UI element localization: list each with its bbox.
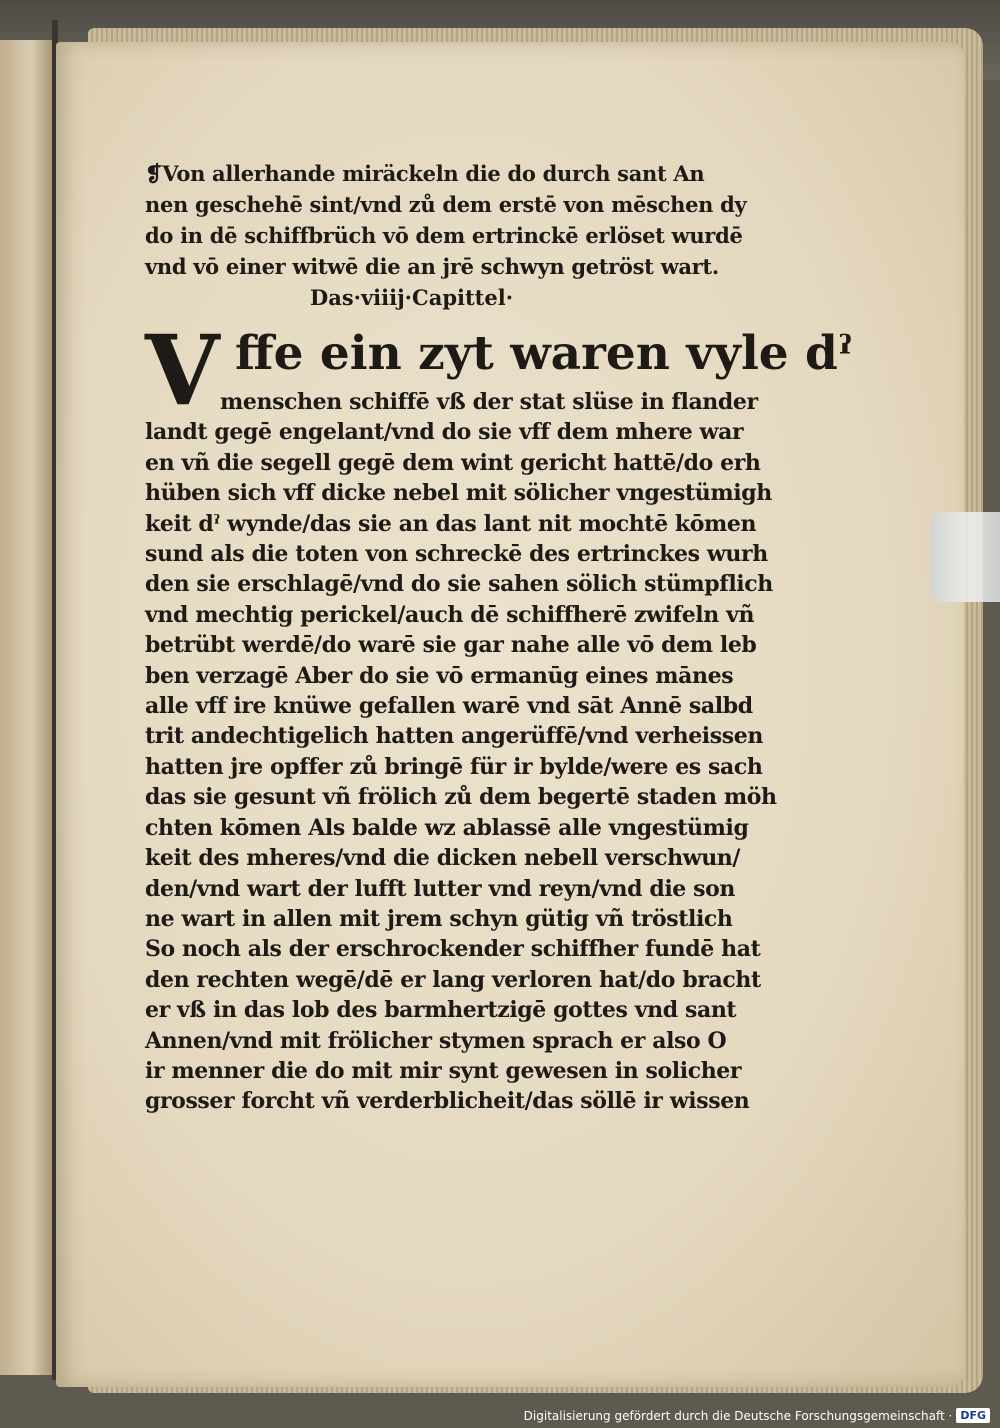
body-line: So noch als der erschrockender schiffher fundē hat — [145, 936, 761, 963]
body-line: ben verzagē Aber do sie vō ermanūg eines mānes — [145, 662, 734, 689]
chapter-heading — [145, 158, 775, 282]
body-line: vnd mechtig perickel/auch dē schiffherē zwifeln vñ — [145, 601, 755, 628]
body-line: en vñ die segell gegē dem wint gericht hattē/do erh — [145, 449, 761, 476]
body-line: den/vnd wart der lufft lutter vnd reyn/vnd die son — [145, 875, 735, 902]
body-line: er vß in das lob des barmhertzigē gottes vnd sant — [145, 997, 737, 1024]
body-line: keit dˀ wynde/das sie an das lant nit mochtē kōmen — [145, 510, 757, 537]
body-line: landt gegē engelant/vnd do sie vff dem mhere war — [145, 419, 744, 446]
page-marker-tab — [930, 512, 1000, 602]
body-line: keit des mheres/vnd die dicken nebell verschwun/ — [145, 845, 741, 872]
chapter-number: Das·viiij·Capittel· — [310, 285, 514, 310]
body-line: betrübt werdē/do warē sie gar nahe alle vō dem leb — [145, 632, 757, 659]
body-text — [145, 387, 775, 1117]
credit-text: Digitalisierung gefördert durch die Deutsche Forschungsgemeinschaft · — [523, 1408, 953, 1423]
heading-line: nen geschehē sint/vnd zů dem erstē von mēschen dy — [145, 192, 747, 217]
body-line: hatten jre opffer zů bringē für ir bylde/were es sach — [145, 753, 763, 780]
body-line: menschen schiffē vß der stat slüse in flander — [220, 389, 758, 415]
body-line: den rechten wegē/dē er lang verloren hat/do bracht — [145, 966, 761, 993]
body-line: hüben sich vff dicke nebel mit sölicher vngestümigh — [145, 480, 772, 507]
body-line: den sie erschlagē/vnd do sie sahen sölich stümpflich — [145, 571, 773, 598]
body-line: ne wart in allen mit jrem schyn gütig vñ tröstlich — [145, 905, 733, 932]
left-page-edge — [0, 40, 54, 1375]
body-line: trit andechtigelich hatten angerüffē/vnd verheissen — [145, 723, 763, 750]
heading-line: ❡Von allerhande miräckeln die do durch sant An — [145, 161, 705, 186]
heading-line: do in dē schiffbrüch vō dem ertrinckē erlöset wurdē — [145, 223, 743, 248]
body-line: das sie gesunt vñ frölich zů dem begertē staden möh — [145, 784, 777, 811]
initial-letter: V — [145, 314, 220, 427]
body-line: sund als die toten von schreckē des ertrinckes wurh — [145, 541, 768, 568]
dfg-logo: DFG — [956, 1408, 990, 1423]
body-line: alle vff ire knüwe gefallen warē vnd sāt Annē salbd — [145, 693, 753, 720]
body-line: Annen/vnd mit frölicher stymen sprach er also O — [145, 1027, 727, 1054]
body-line: chten kōmen Als balde wz ablassē alle vngestümig — [145, 814, 749, 841]
digitization-credit — [524, 1408, 990, 1423]
text-block — [145, 158, 853, 1117]
heading-line: vnd vō einer witwē die an jrē schwyn getröst wart. — [145, 254, 719, 279]
body-line: grosser forcht vñ verderblicheit/das söllē ir wissen — [145, 1088, 750, 1115]
body-line: ir menner die do mit mir synt gewesen in solicher — [145, 1057, 742, 1084]
first-line-text: ffe ein zyt waren vyle dˀ — [235, 326, 853, 381]
